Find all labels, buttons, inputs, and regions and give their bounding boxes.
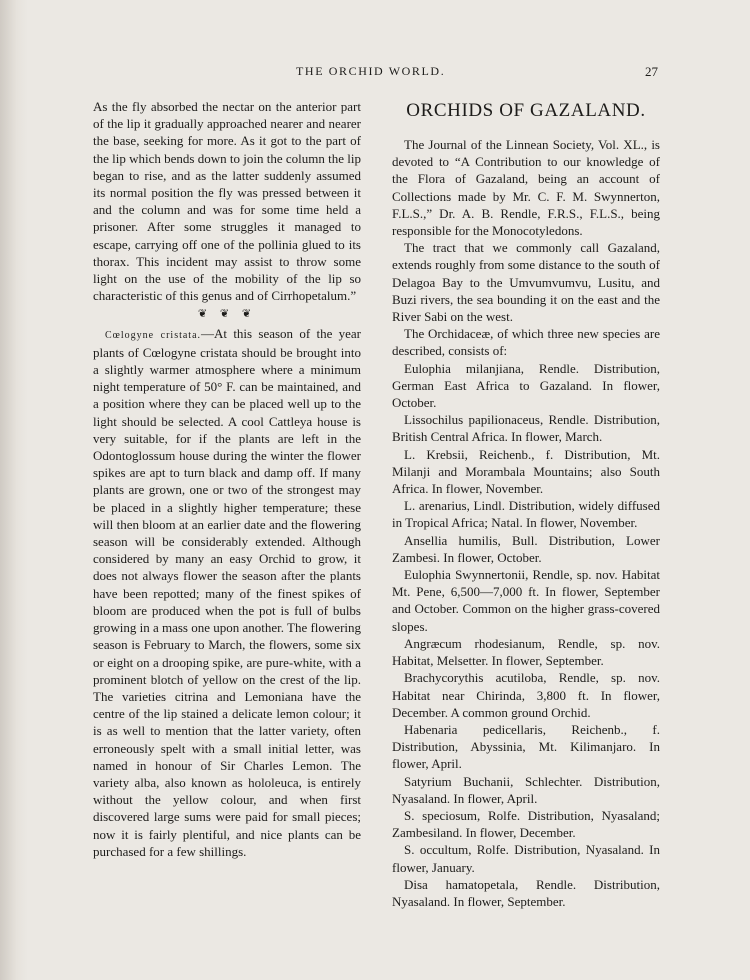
coelogyne-lead: Cœlogyne cristata. [105, 329, 202, 341]
species-entry: L. Krebsii, Reichenb., f. Distribution, Mt. Milanji and Morambala Mountains; also South Africa. In flower, November. [392, 446, 660, 497]
species-entry: Eulophia Swynnertonii, Rendle, sp. nov. Habitat Mt. Pene, 6,500—7,000 ft. In flower, September and October. Common on the higher grass-covered slopes. [392, 567, 660, 634]
page-gutter-shadow [0, 0, 28, 980]
species-entry: L. arenarius, Lindl. Distribution, widely diffused in Tropical Africa; Natal. In flower, November. [392, 498, 660, 531]
species-entry: Ansellia humilis, Bull. Distribution, Lower Zambesi. In flower, October. [392, 532, 660, 565]
running-head: THE ORCHID WORLD. [296, 64, 446, 78]
article-heading: ORCHIDS OF GAZALAND. [406, 100, 646, 121]
left-column [93, 98, 361, 860]
orchidaceae-paragraph: The Orchidaceæ, of which three new species are described, consists of: [392, 326, 660, 359]
species-entry: Brachycorythis acutiloba, Rendle, sp. nov. Habitat near Chirinda, 3,800 ft. In flower, December. A common ground Orchid. [392, 670, 660, 720]
fly-paragraph: As the fly absorbed the nectar on the anterior part of the lip it gradually approached nearer and nearer the base, seeking for more. As it got to the part of the lip which bends down to join the column the lip began to rise, and as the latter suddenly assumed its normal position the fly was pressed between it and the column and was for some time held a prisoner. After some struggles it managed to escape, carrying off one of the pollinia glued to its thorax. This incident may assist to throw some light on the use of the mobility of the lip so characteristic of this genus and of Cirrhopetalum.” [93, 99, 361, 304]
species-entry: S. speciosum, Rolfe. Distribution, Nyasaland; Zambesiland. In flower, December. [392, 807, 660, 841]
species-entry: Disa hamatopetala, Rendle. Distribution, Nyasaland. In flower, September. [392, 876, 660, 909]
species-list [392, 360, 660, 911]
species-entry: Eulophia milanjiana, Rendle. Distribution, German East Africa to Gazaland. In flower, October. [392, 360, 660, 411]
intro-paragraph: The Journal of the Linnean Society, Vol. XL., is devoted to “A Contribution to our knowledge of the Flora of Gazaland, being an account of Collections made by Mr. C. F. M. Swynnerton, F.L.S.,” Dr. A. B. Rendle, F.R.S., F.L.S., being responsible for the Monocotyledons. [392, 137, 660, 239]
coelogyne-body: —At this season of the year plants of Cœlogyne cristata should be brought into a slightly warmer atmosphere where a minimum night temperature of 50° F. can be maintained, and a position where they can be placed well up to the light should be selected. A cool Cattleya house is very suitable, for if the plants are left in the Odontoglossum house during the winter the flower spikes are apt to turn black and damp off. If many plants are grown, one or two of the strongest may be placed in a slightly higher temperature; these will then bloom at an earlier date and the flowering season will be considerably extended. Although considered by many an easy Orchid to grow, it does not always flower the season after the plants have been repotted; many of the finest spikes of bloom are produced when the pot is full of bulbs growing in a mass one upon another. The flowering season is February to March, the flowers, some six or eight on a drooping spike, are pure-white, with a prominent blotch of yellow on the crest of the lip. The varieties citrina and Lemoniana have the centre of the lip stained a delicate lemon colour; it is as well to mention that the latter variety, often erroneously spelt with a small initial letter, was named in honour of Sir Charles Lemon. The variety alba, also known as hololeuca, is entirely without the yellow colour, and when first discovered large sums were paid for small pieces; now it is fairly plentiful, and nice plants can be purchased for a few shillings. [93, 325, 362, 859]
gazaland-paragraph: The tract that we commonly call Gazaland, extends roughly from some distance to the south of Delagoa Bay to the Umvumvumvu, Lusitu, and Buzi rivers, the sea bounding it on the east and the River Sabi on the west. [392, 240, 660, 325]
species-entry: Angræcum rhodesianum, Rendle, sp. nov. Habitat, Melsetter. In flower, September. [392, 635, 660, 669]
page-number: 27 [645, 64, 658, 79]
species-entry: Lissochilus papilionaceus, Rendle. Distribution, British Central Africa. In flower, March. [392, 412, 660, 445]
coelogyne-paragraph [93, 325, 361, 860]
species-entry: S. occultum, Rolfe. Distribution, Nyasaland. In flower, January. [392, 842, 660, 875]
section-ornament: ❦ ❦ ❦ [197, 308, 257, 321]
right-column [392, 96, 660, 910]
species-entry: Habenaria pedicellaris, Reichenb., f. Distribution, Abyssinia, Mt. Kilimanjaro. In flower, April. [392, 721, 660, 772]
species-entry: Satyrium Buchanii, Schlechter. Distribution, Nyasaland. In flower, April. [392, 773, 660, 806]
